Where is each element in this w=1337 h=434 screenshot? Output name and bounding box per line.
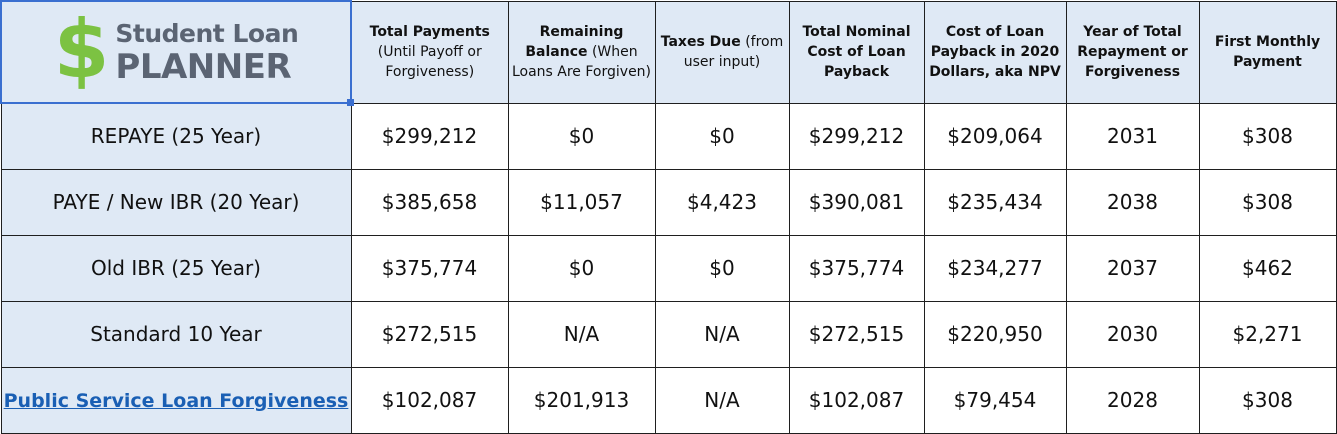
plan-name-cell[interactable]: PAYE / New IBR (20 Year) [1, 169, 351, 235]
nominal-cost-cell[interactable]: $390,081 [789, 169, 924, 235]
remaining-balance-cell[interactable]: $201,913 [508, 367, 655, 433]
npv-cost-cell[interactable]: $220,950 [924, 301, 1066, 367]
plan-name-cell[interactable]: Standard 10 Year [1, 301, 351, 367]
remaining-balance-cell[interactable]: $0 [508, 235, 655, 301]
dollar-sign-icon: $ [53, 3, 110, 96]
repayment-year-cell[interactable]: 2031 [1066, 103, 1199, 169]
plan-name-cell [1, 367, 351, 433]
npv-cost-cell[interactable]: $79,454 [924, 367, 1066, 433]
taxes-due-cell[interactable]: $0 [655, 235, 789, 301]
header-taxes-due[interactable]: Taxes Due (from user input) [655, 1, 789, 103]
header-year-of-repayment[interactable]: Year of Total Repayment or Forgiveness [1066, 1, 1199, 103]
logo-line1: Student Loan [115, 19, 299, 48]
table-row [1, 169, 1336, 235]
taxes-due-cell[interactable]: $0 [655, 103, 789, 169]
header-total-nominal-cost[interactable]: Total Nominal Cost of Loan Payback [789, 1, 924, 103]
remaining-balance-cell[interactable]: $0 [508, 103, 655, 169]
first-payment-cell[interactable]: $308 [1199, 169, 1336, 235]
table-row [1, 301, 1336, 367]
remaining-balance-cell[interactable]: $11,057 [508, 169, 655, 235]
logo-cell[interactable] [1, 1, 351, 103]
nominal-cost-cell[interactable]: $299,212 [789, 103, 924, 169]
repayment-year-cell[interactable]: 2030 [1066, 301, 1199, 367]
total-payments-cell[interactable]: $375,774 [351, 235, 508, 301]
header-npv-cost[interactable]: Cost of Loan Payback in 2020 Dollars, aka NPV [924, 1, 1066, 103]
npv-cost-cell[interactable]: $235,434 [924, 169, 1066, 235]
npv-cost-cell[interactable]: $209,064 [924, 103, 1066, 169]
plan-name-cell[interactable]: Old IBR (25 Year) [1, 235, 351, 301]
nominal-cost-cell[interactable]: $272,515 [789, 301, 924, 367]
pslf-link[interactable]: Public Service Loan Forgiveness [3, 390, 349, 412]
repayment-year-cell[interactable]: 2028 [1066, 367, 1199, 433]
total-payments-cell[interactable]: $102,087 [351, 367, 508, 433]
header-total-payments[interactable]: Total Payments (Until Payoff or Forgiveness) [351, 1, 508, 103]
nominal-cost-cell[interactable]: $102,087 [789, 367, 924, 433]
student-loan-planner-logo [2, 3, 350, 96]
repayment-year-cell[interactable]: 2038 [1066, 169, 1199, 235]
first-payment-cell[interactable]: $462 [1199, 235, 1336, 301]
table-row [1, 103, 1336, 169]
npv-cost-cell[interactable]: $234,277 [924, 235, 1066, 301]
header-row [1, 1, 1336, 103]
header-remaining-balance[interactable]: Remaining Balance (When Loans Are Forgiven) [508, 1, 655, 103]
nominal-cost-cell[interactable]: $375,774 [789, 235, 924, 301]
first-payment-cell[interactable]: $308 [1199, 367, 1336, 433]
table-row [1, 367, 1336, 433]
total-payments-cell[interactable]: $385,658 [351, 169, 508, 235]
header-first-monthly-payment[interactable]: First Monthly Payment [1199, 1, 1336, 103]
taxes-due-cell[interactable]: N/A [655, 367, 789, 433]
taxes-due-cell[interactable]: $4,423 [655, 169, 789, 235]
first-payment-cell[interactable]: $2,271 [1199, 301, 1336, 367]
first-payment-cell[interactable]: $308 [1199, 103, 1336, 169]
plan-name-cell[interactable]: REPAYE (25 Year) [1, 103, 351, 169]
table-row [1, 235, 1336, 301]
logo-line2: PLANNER [115, 47, 292, 87]
total-payments-cell[interactable]: $272,515 [351, 301, 508, 367]
taxes-due-cell[interactable]: N/A [655, 301, 789, 367]
repayment-year-cell[interactable]: 2037 [1066, 235, 1199, 301]
total-payments-cell[interactable]: $299,212 [351, 103, 508, 169]
remaining-balance-cell[interactable]: N/A [508, 301, 655, 367]
selection-fill-handle[interactable] [347, 99, 354, 106]
